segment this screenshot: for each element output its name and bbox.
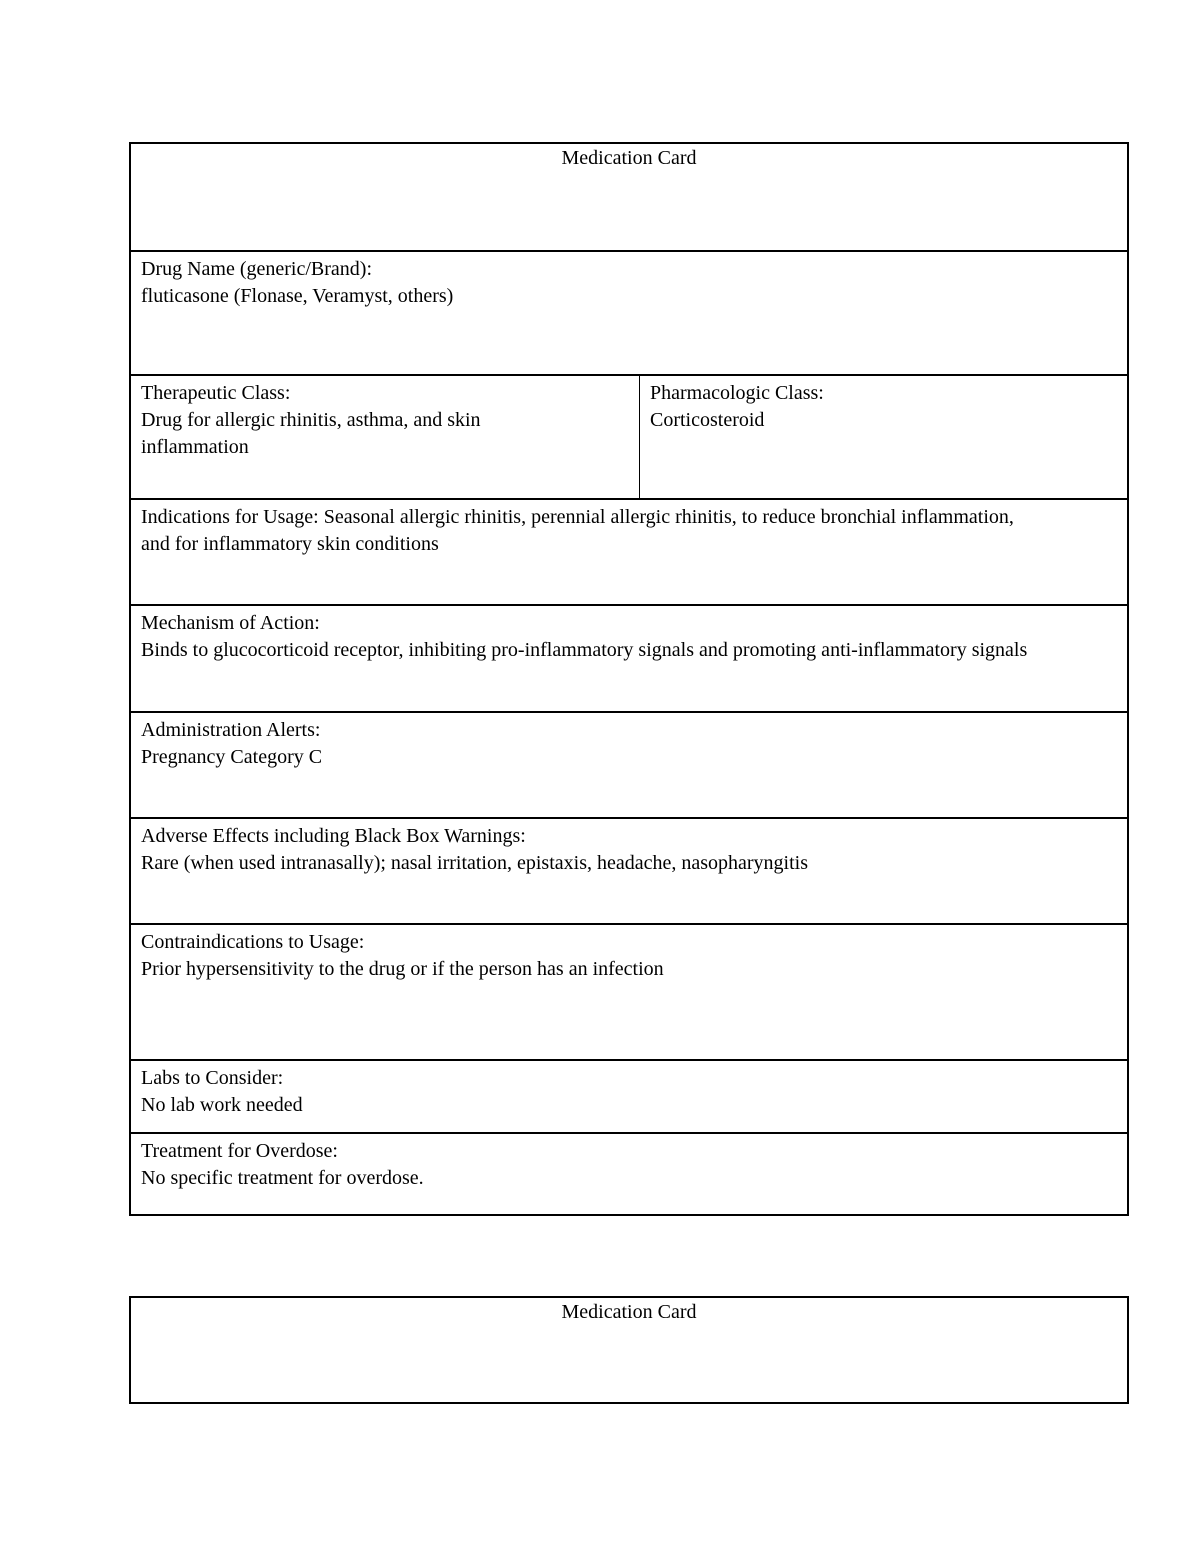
contraindications-row [131,923,1127,1059]
mechanism-value: Binds to glucocorticoid receptor, inhibiting pro-inflammatory signals and promoting anti-inflammatory signals [141,639,1028,661]
administration-alerts-value: Pregnancy Category C [141,746,323,768]
overdose-label: Treatment for Overdose: [141,1140,338,1162]
card-title-row [131,1298,1127,1402]
administration-alerts-label: Administration Alerts: [141,719,321,741]
therapeutic-class-value: Drug for allergic rhinitis, asthma, and skin inflammation [141,409,481,458]
medication-card-second [129,1296,1129,1404]
overdose-row [131,1132,1127,1214]
labs-label: Labs to Consider: [141,1067,284,1089]
pharmacologic-class-label: Pharmacologic Class: [650,382,824,404]
class-row [131,374,1127,498]
therapeutic-class-cell [131,376,640,498]
drug-name-label: Drug Name (generic/Brand): [141,258,373,280]
contraindications-label: Contraindications to Usage: [141,931,365,953]
adverse-effects-row [131,817,1127,923]
labs-row [131,1059,1127,1132]
labs-value: No lab work needed [141,1094,303,1116]
medication-card [129,142,1129,1216]
drug-name-value: fluticasone (Flonase, Veramyst, others) [141,285,454,307]
indications-row [131,498,1127,604]
administration-alerts-row [131,711,1127,817]
mechanism-label: Mechanism of Action: [141,612,320,634]
adverse-effects-label: Adverse Effects including Black Box Warnings: [141,825,526,847]
card-title-row [131,144,1127,250]
overdose-value: No specific treatment for overdose. [141,1167,424,1189]
card-title: Medication Card [561,147,697,169]
pharmacologic-class-cell [640,376,1127,498]
drug-name-row [131,250,1127,374]
card-title: Medication Card [561,1301,697,1323]
contraindications-value: Prior hypersensitivity to the drug or if the person has an infection [141,958,664,980]
adverse-effects-value: Rare (when used intranasally); nasal irritation, epistaxis, headache, nasopharyngitis [141,852,809,874]
therapeutic-class-label: Therapeutic Class: [141,382,291,404]
pharmacologic-class-value: Corticosteroid [650,409,765,431]
mechanism-row [131,604,1127,711]
indications-text: Indications for Usage: Seasonal allergic rhinitis, perennial allergic rhinitis, to reduce bronchial inflammation, and for inflammatory skin conditions [141,506,1014,555]
